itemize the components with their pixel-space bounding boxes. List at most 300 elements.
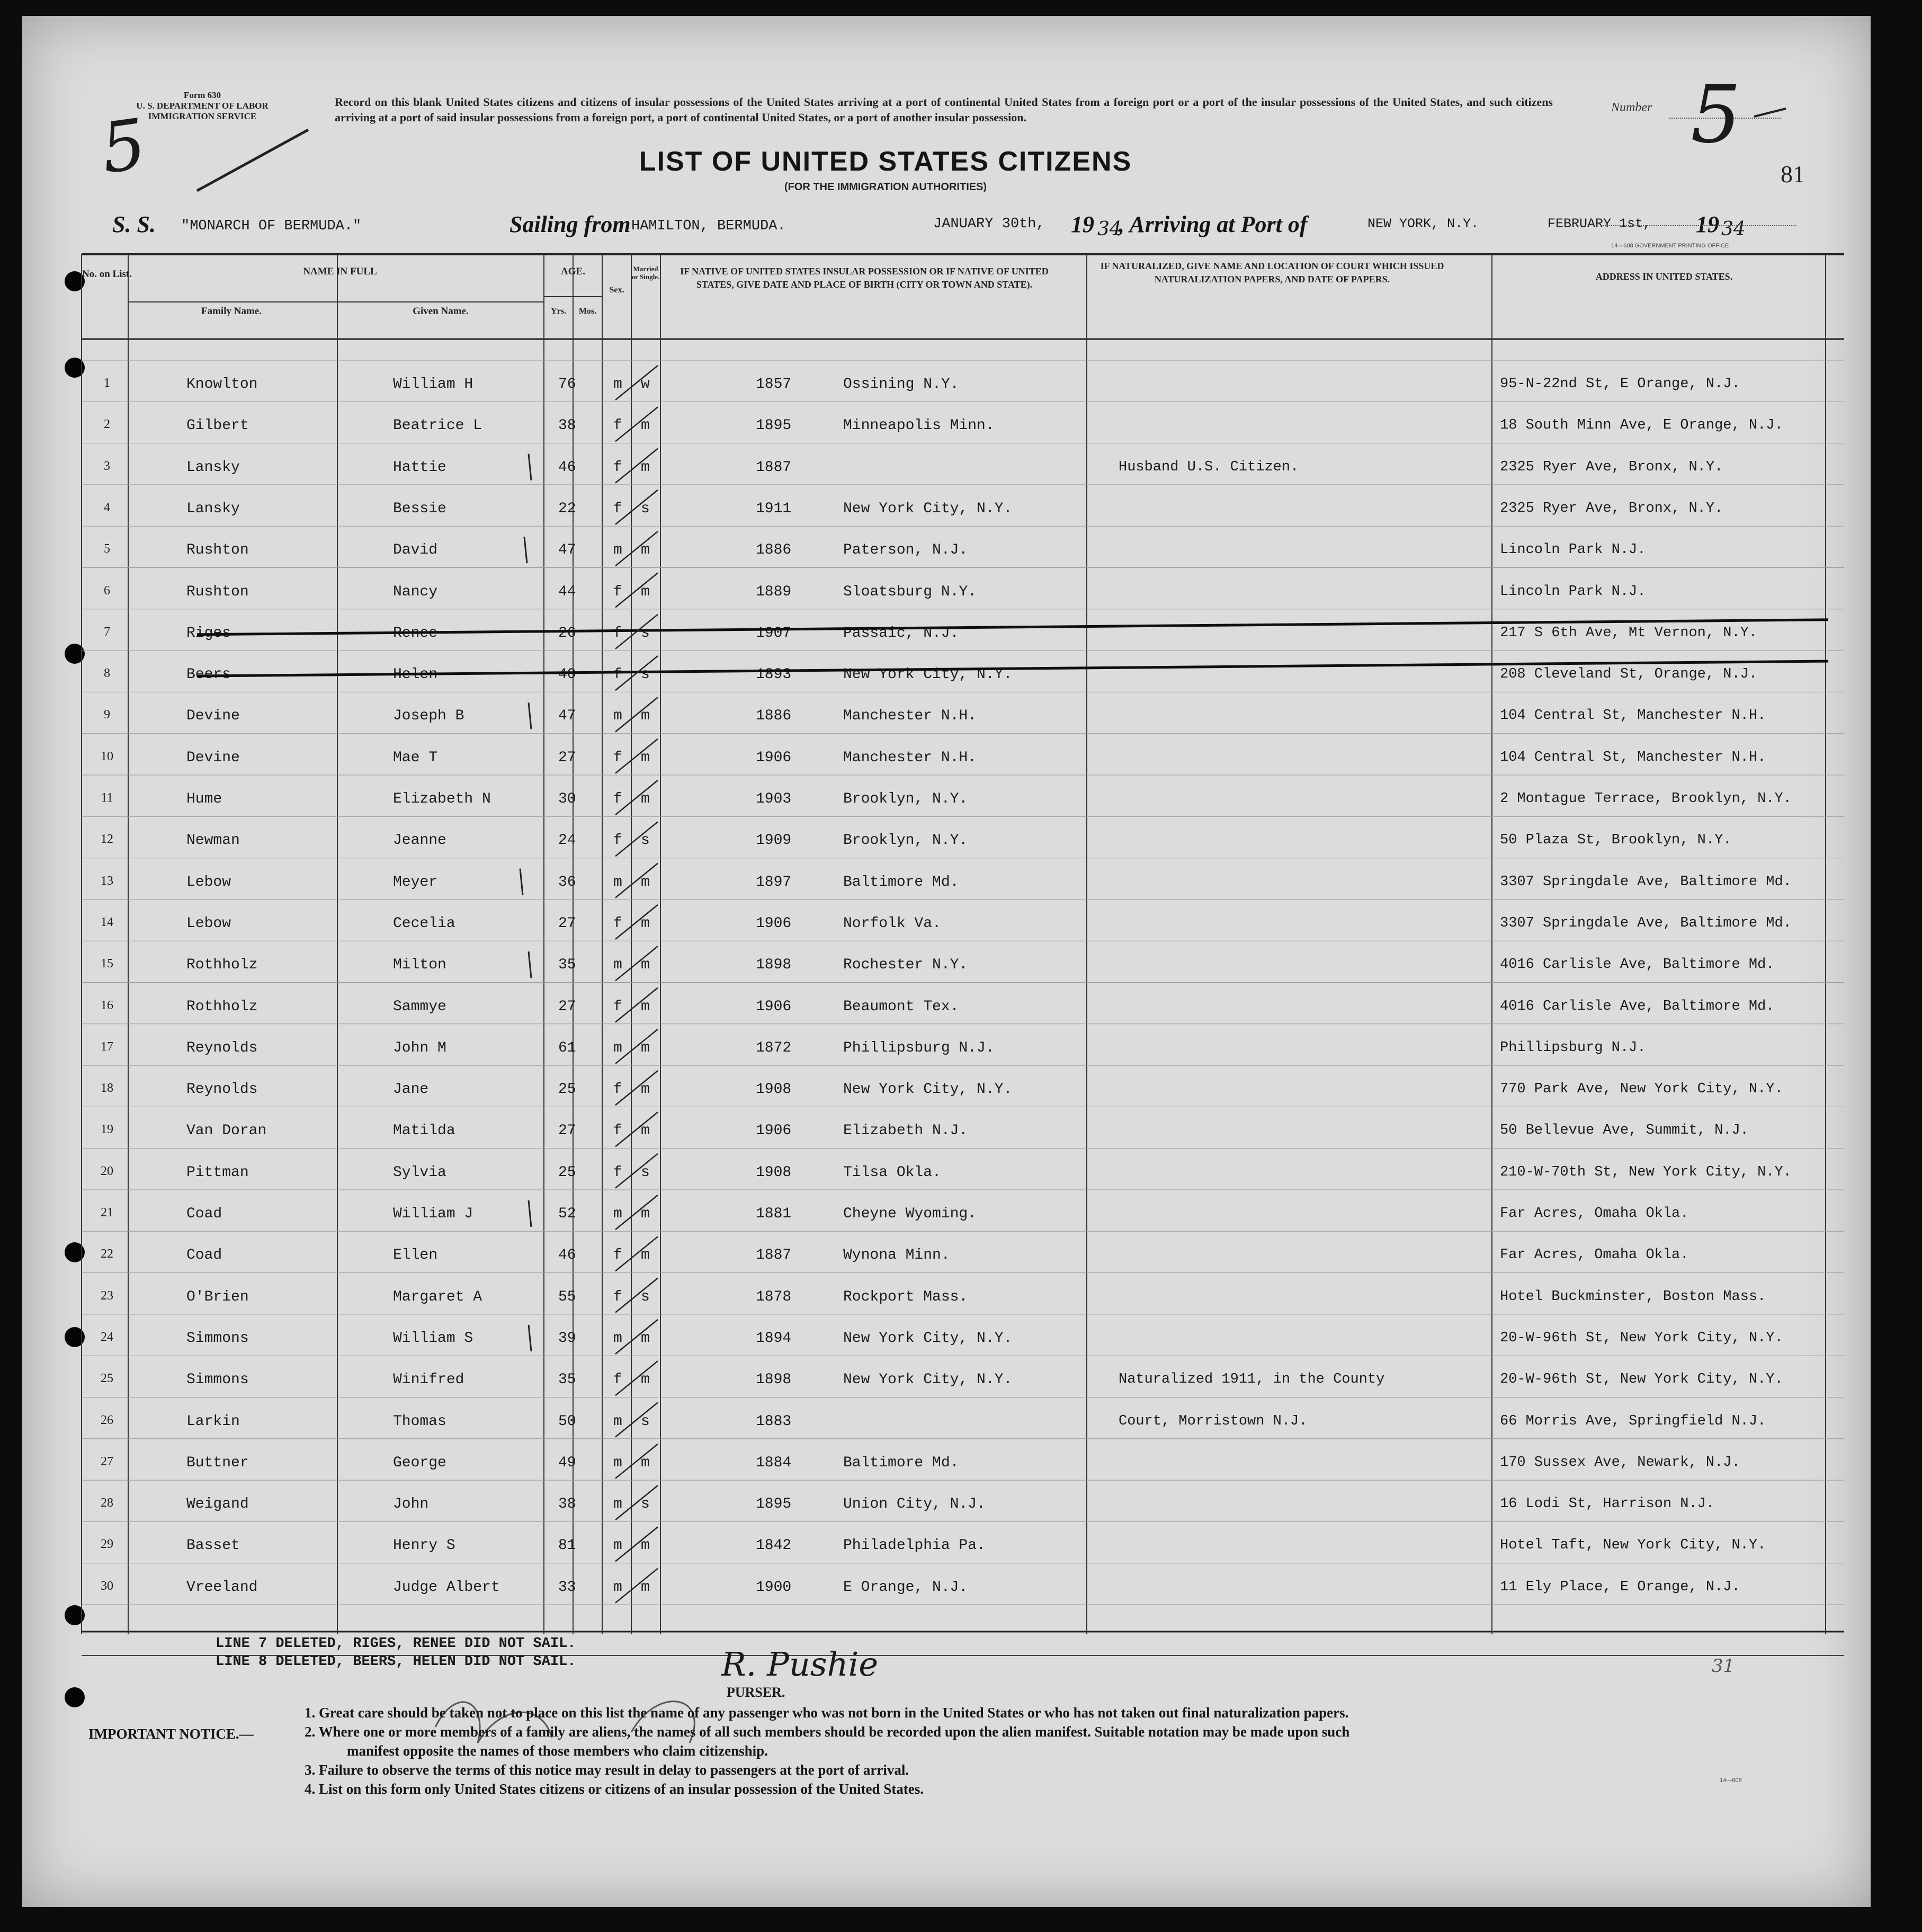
age-years: 76 [558, 376, 576, 393]
sex: m [613, 376, 622, 393]
given-name: Helen [393, 666, 438, 683]
birth-place: Paterson, N.J. [843, 542, 968, 559]
check-tick [615, 531, 658, 566]
given-name: Milton [393, 957, 446, 974]
check-tick [615, 1403, 658, 1437]
pen-mark [520, 869, 523, 895]
deletion-strikethrough [197, 620, 1828, 635]
age-years: 44 [558, 583, 576, 600]
us-address: 50 Bellevue Ave, Summit, N.J. [1500, 1123, 1749, 1139]
sailing-label: Sailing from [509, 211, 631, 237]
arrive-date: FEBRUARY 1st, [1548, 216, 1651, 232]
birth-year: 1908 [756, 1164, 792, 1181]
us-address: Lincoln Park N.J. [1500, 542, 1646, 558]
marital-status: s [641, 1288, 650, 1305]
naturalization-info: Court, Morristown N.J. [1119, 1413, 1308, 1429]
ship-name: "MONARCH OF BERMUDA." [181, 218, 362, 234]
birth-place: Minneapolis Minn. [843, 417, 995, 434]
page-title: LIST OF UNITED STATES CITIZENS [639, 146, 1132, 177]
sex: f [613, 1247, 622, 1264]
birth-year: 1842 [756, 1537, 792, 1554]
given-name: Cecelia [393, 915, 455, 932]
check-tick [615, 1485, 658, 1520]
check-tick [615, 1029, 658, 1064]
birth-place: New York City, N.Y. [843, 500, 1013, 517]
row-number: 9 [104, 708, 110, 722]
marital-status: s [641, 500, 650, 517]
birth-place: New York City, N.Y. [843, 1081, 1013, 1098]
row-number: 13 [101, 874, 113, 888]
print-code-bottom: 14—608 [1720, 1777, 1742, 1784]
check-tick [615, 739, 658, 773]
given-name: William S [393, 1330, 473, 1347]
birth-year: 1894 [756, 1330, 792, 1347]
us-address: 2325 Ryer Ave, Bronx, N.Y. [1500, 459, 1723, 475]
check-tick [615, 407, 658, 441]
header-age: AGE. [561, 266, 585, 277]
service-name: IMMIGRATION SERVICE [148, 111, 257, 121]
marital-status: m [641, 1039, 650, 1056]
birth-place: Rockport Mass. [843, 1288, 968, 1305]
birth-place: New York City, N.Y. [843, 1330, 1013, 1347]
birth-year: 1897 [756, 874, 792, 891]
us-address: Far Acres, Omaha Okla. [1500, 1247, 1689, 1263]
age-years: 27 [558, 749, 576, 766]
age-years: 46 [558, 459, 576, 476]
birth-place: Norfolk Va. [843, 915, 941, 932]
record-instructions: Record on this blank United States citizens and citizens of insular possessions of the United States arriving at a port of continental United States from a foreign port or a port of the insular possessions of the United States, and such citizens arriving at a port of said insular possessions from a foreign port, a port of continental United States, or a port of another insular possession. [335, 95, 1553, 124]
age-years: 22 [558, 500, 576, 517]
family-name: Vreeland [186, 1579, 258, 1596]
us-address: 770 Park Ave, New York City, N.Y. [1500, 1081, 1783, 1098]
marital-status: m [641, 915, 650, 932]
age-years: 38 [558, 417, 576, 434]
sex: m [613, 957, 622, 974]
us-address: 4016 Carlisle Ave, Baltimore Md. [1500, 957, 1775, 973]
family-name: Simmons [186, 1372, 249, 1388]
row-number: 7 [104, 625, 110, 639]
birth-year: 1898 [756, 957, 792, 974]
family-name: Rushton [186, 542, 249, 559]
manifest-sheet [22, 16, 1871, 1907]
age-years: 33 [558, 1579, 576, 1596]
sail-year: 34 [1097, 218, 1122, 240]
given-name: Jane [393, 1081, 429, 1098]
row-number: 17 [101, 1039, 113, 1054]
arrive-year: 34 [1721, 218, 1746, 240]
row-number: 4 [104, 500, 110, 514]
given-name: David [393, 542, 438, 559]
row-number: 10 [101, 749, 113, 763]
deletion-note-7: LINE 7 DELETED, RIGES, RENEE DID NOT SAIL. [216, 1636, 576, 1652]
birth-place: Baltimore Md. [843, 874, 959, 891]
pen-mark [529, 951, 531, 978]
marital-status: m [641, 957, 650, 974]
us-address: 208 Cleveland St, Orange, N.J. [1500, 666, 1758, 683]
birth-year: 1883 [756, 1413, 792, 1430]
given-name: Margaret A [393, 1288, 482, 1305]
row-number: 15 [101, 957, 113, 971]
age-years: 27 [558, 1123, 576, 1139]
header-mos: Mos. [578, 307, 597, 316]
family-name: Basset [186, 1537, 240, 1554]
birth-place: Beaumont Tex. [843, 998, 959, 1015]
sex: m [613, 874, 622, 891]
arriving-label: , Arriving at Port of [1119, 211, 1308, 237]
marital-status: m [641, 1537, 650, 1554]
row-number: 19 [101, 1123, 113, 1137]
row-number: 30 [101, 1579, 113, 1593]
given-name: Nancy [393, 583, 438, 600]
birth-place: Brooklyn, N.Y. [843, 832, 968, 849]
birth-place: Ossining N.Y. [843, 376, 959, 393]
check-tick [615, 780, 658, 815]
age-years: 25 [558, 1081, 576, 1098]
birth-year: 1909 [756, 832, 792, 849]
marital-status: m [641, 1206, 650, 1222]
sex: m [613, 1579, 622, 1596]
us-address: 16 Lodi St, Harrison N.J. [1500, 1496, 1715, 1512]
given-name: Bessie [393, 500, 446, 517]
given-name: George [393, 1454, 446, 1471]
birth-place: Sloatsburg N.Y. [843, 583, 977, 600]
pen-marks [22, 16, 1871, 1907]
age-years: 26 [558, 625, 576, 642]
us-address: 95-N-22nd St, E Orange, N.J. [1500, 376, 1740, 392]
sex: f [613, 915, 622, 932]
pen-mark [529, 702, 531, 729]
notice-item-1: 1. Great care should be taken not to place on this list the name of any passenger who was not born in the United States or who has not taken out final naturalization papers. [305, 1705, 1349, 1721]
family-name: Reynolds [186, 1039, 258, 1056]
birth-place: Manchester N.H. [843, 749, 977, 766]
from-port: HAMILTON, BERMUDA. [631, 218, 786, 234]
notice-body [305, 1703, 1809, 1799]
us-address: 3307 Springdale Ave, Baltimore Md. [1500, 874, 1792, 890]
check-tick [615, 490, 658, 524]
naturalization-info: Naturalized 1911, in the County [1119, 1372, 1385, 1388]
given-name: Mae T [393, 749, 438, 766]
sex: m [613, 1413, 622, 1430]
birth-year: 1906 [756, 749, 792, 766]
given-name: Ellen [393, 1247, 438, 1264]
given-name: Matilda [393, 1123, 455, 1139]
check-tick [615, 1071, 658, 1105]
sail-year-prefix: 19 [1071, 211, 1094, 237]
age-years: 40 [558, 666, 576, 683]
us-address: 104 Central St, Manchester N.H. [1500, 749, 1766, 765]
check-tick [615, 449, 658, 483]
purser-signature: R. Pushie [721, 1645, 879, 1684]
sex: f [613, 832, 622, 849]
check-tick [615, 1527, 658, 1561]
sex: m [613, 1206, 622, 1222]
notice-label: IMPORTANT NOTICE.— [88, 1726, 254, 1742]
birth-year: 1886 [756, 708, 792, 725]
given-name: Judge Albert [393, 1579, 500, 1596]
row-number: 3 [104, 459, 110, 473]
page-number: 81 [1781, 161, 1805, 188]
us-address: 20-W-96th St, New York City, N.Y. [1500, 1372, 1783, 1388]
age-years: 35 [558, 957, 576, 974]
family-name: Coad [186, 1247, 222, 1264]
family-name: Hume [186, 791, 222, 807]
us-address: Far Acres, Omaha Okla. [1500, 1206, 1689, 1222]
birth-place: Cheyne Wyoming. [843, 1206, 977, 1222]
sex: m [613, 542, 622, 559]
check-tick [615, 573, 658, 608]
us-address: 2 Montague Terrace, Brooklyn, N.Y. [1500, 791, 1792, 807]
form-number: Form 630 [183, 90, 221, 100]
age-years: 50 [558, 1413, 576, 1430]
number-value: 5 [1691, 69, 1741, 161]
us-address: 50 Plaza St, Brooklyn, N.Y. [1500, 832, 1732, 849]
birth-place: New York City, N.Y. [843, 666, 1013, 683]
birth-year: 1857 [756, 376, 792, 393]
birth-place: Passaic, N.J. [843, 625, 959, 642]
birth-place: Union City, N.J. [843, 1496, 986, 1513]
given-name: John [393, 1496, 429, 1513]
arrive-year-prefix: 19 [1696, 211, 1719, 237]
given-name: Beatrice L [393, 417, 482, 434]
row-number: 21 [101, 1206, 113, 1219]
marital-status: m [641, 1372, 650, 1388]
check-tick [615, 1444, 658, 1479]
us-address: Hotel Buckminster, Boston Mass. [1500, 1288, 1766, 1305]
family-name: Rothholz [186, 957, 258, 974]
row-number: 27 [101, 1454, 113, 1468]
age-years: 47 [558, 708, 576, 725]
given-name: John M [393, 1039, 446, 1056]
age-years: 52 [558, 1206, 576, 1222]
header-name-in-full: NAME IN FULL [303, 266, 377, 277]
row-number: 28 [101, 1496, 113, 1510]
birth-place: Philadelphia Pa. [843, 1537, 986, 1554]
us-address: Phillipsburg N.J. [1500, 1039, 1646, 1056]
sex: f [613, 1288, 622, 1305]
sex: f [613, 417, 622, 434]
birth-year: 1881 [756, 1206, 792, 1222]
notice-item-3: 3. Failure to observe the terms of this notice may result in delay to passengers at the port of arrival. [305, 1762, 909, 1778]
age-years: 81 [558, 1537, 576, 1554]
sex: m [613, 1039, 622, 1056]
header-native-birth: IF NATIVE OF UNITED STATES INSULAR POSSESSION OR IF NATIVE OF UNITED STATES, GIVE DATE AND PLACE OF BIRTH (CITY OR TOWN AND STATE). [680, 266, 1049, 290]
header-no: No. on List. [82, 269, 132, 280]
marital-status: m [641, 1247, 650, 1264]
check-tick [615, 946, 658, 981]
header-naturalized: IF NATURALIZED, GIVE NAME AND LOCATION OF COURT WHICH ISSUED NATURALIZATION PAPERS, AND DATE OF PAPERS. [1100, 261, 1444, 284]
us-address: Hotel Taft, New York City, N.Y. [1500, 1537, 1766, 1554]
marital-status: m [641, 708, 650, 725]
number-label: Number [1611, 101, 1652, 114]
marital-status: m [641, 1454, 650, 1471]
family-name: Lansky [186, 459, 240, 476]
us-address: 104 Central St, Manchester N.H. [1500, 708, 1766, 724]
check-tick [615, 1154, 658, 1188]
marital-status: m [641, 749, 650, 766]
age-years: 30 [558, 791, 576, 807]
marital-status: m [641, 417, 650, 434]
sail-date: JANUARY 30th, [933, 216, 1045, 232]
check-tick [615, 1278, 658, 1313]
family-name: Rushton [186, 583, 249, 600]
given-name: Elizabeth N [393, 791, 491, 807]
sex: f [613, 749, 622, 766]
sex: f [613, 998, 622, 1015]
ss-label: S. S. [112, 211, 156, 237]
header-family-name: Family Name. [201, 306, 262, 317]
row-number: 2 [104, 417, 110, 432]
birth-year: 1898 [756, 1372, 792, 1388]
given-name: Winifred [393, 1372, 464, 1388]
family-name: Van Doran [186, 1123, 267, 1139]
us-address: 2325 Ryer Ave, Bronx, N.Y. [1500, 500, 1723, 517]
row-number: 8 [104, 666, 110, 681]
sex: f [613, 625, 622, 642]
marital-status: m [641, 1123, 650, 1139]
family-name: Beers [186, 666, 231, 683]
age-years: 39 [558, 1330, 576, 1347]
given-name: Renee [393, 625, 438, 642]
age-years: 25 [558, 1164, 576, 1181]
row-number: 20 [101, 1164, 113, 1178]
row-number: 16 [101, 998, 113, 1012]
check-tick [615, 1320, 658, 1354]
check-tick [615, 366, 658, 400]
age-years: 46 [558, 1247, 576, 1264]
corner-mark: 31 [1712, 1655, 1735, 1677]
row-number: 24 [101, 1330, 113, 1344]
family-name: Weigand [186, 1496, 249, 1513]
birth-place: Elizabeth N.J. [843, 1123, 968, 1139]
birth-year: 1900 [756, 1579, 792, 1596]
check-tick [615, 1112, 658, 1146]
row-number: 5 [104, 542, 110, 556]
row-number: 29 [101, 1537, 113, 1552]
us-address: 11 Ely Place, E Orange, N.J. [1500, 1579, 1740, 1595]
marital-status: s [641, 1413, 650, 1430]
age-years: 36 [558, 874, 576, 891]
family-name: Rothholz [186, 998, 258, 1015]
us-address: Lincoln Park N.J. [1500, 583, 1646, 600]
age-years: 55 [558, 1288, 576, 1305]
birth-year: 1906 [756, 998, 792, 1015]
birth-year: 1908 [756, 1081, 792, 1098]
birth-place: Manchester N.H. [843, 708, 977, 725]
us-address: 4016 Carlisle Ave, Baltimore Md. [1500, 998, 1775, 1014]
birth-year: 1907 [756, 625, 792, 642]
header-given-name: Given Name. [413, 306, 469, 317]
purser-title: PURSER. [727, 1685, 785, 1700]
sex: m [613, 1330, 622, 1347]
birth-year: 1887 [756, 1247, 792, 1264]
marital-status: m [641, 998, 650, 1015]
department-name: U. S. DEPARTMENT OF LABOR [136, 101, 269, 111]
family-name: Riges [186, 625, 231, 642]
family-name: Lebow [186, 874, 231, 891]
check-tick [615, 822, 658, 856]
birth-place: Brooklyn, N.Y. [843, 791, 968, 807]
us-address: 18 South Minn Ave, E Orange, N.J. [1500, 417, 1783, 434]
check-tick [615, 1569, 658, 1603]
birth-place: E Orange, N.J. [843, 1579, 968, 1596]
header-address: ADDRESS IN UNITED STATES. [1595, 271, 1733, 282]
age-years: 61 [558, 1039, 576, 1056]
family-name: Newman [186, 832, 240, 849]
birth-year: 1887 [756, 459, 792, 476]
age-years: 27 [558, 998, 576, 1015]
given-name: Henry S [393, 1537, 455, 1554]
family-name: Lansky [186, 500, 240, 517]
age-years: 35 [558, 1372, 576, 1388]
family-name: Knowlton [186, 376, 258, 393]
marital-status: s [641, 1496, 650, 1513]
birth-year: 1884 [756, 1454, 792, 1471]
us-address: 66 Morris Ave, Springfield N.J. [1500, 1413, 1766, 1429]
marital-status: m [641, 791, 650, 807]
sex: f [613, 583, 622, 600]
given-name: William J [393, 1206, 473, 1222]
birth-year: 1872 [756, 1039, 792, 1056]
sex: m [613, 708, 622, 725]
notice-item-2: 2. Where one or more members of a family are aliens, the names of all such members should be recorded upon the alien manifest. Suitable notation may be made upon such [305, 1724, 1350, 1740]
family-name: Lebow [186, 915, 231, 932]
marital-status: m [641, 583, 650, 600]
row-number: 6 [104, 583, 110, 598]
sex: f [613, 1081, 622, 1098]
handwritten-number: 5 [96, 103, 151, 190]
notice-item-2-cont: manifest opposite the names of those members who claim citizenship. [347, 1743, 768, 1759]
sex: m [613, 1496, 622, 1513]
row-number: 12 [101, 832, 113, 847]
deletion-note-8: LINE 8 DELETED, BEERS, HELEN DID NOT SAIL. [216, 1654, 576, 1670]
sex: m [613, 1537, 622, 1554]
given-name: Thomas [393, 1413, 446, 1430]
age-years: 24 [558, 832, 576, 849]
pen-mark [524, 537, 527, 563]
sex: f [613, 459, 622, 476]
deletion-strikethrough [197, 661, 1828, 676]
family-name: O'Brien [186, 1288, 249, 1305]
marital-status: s [641, 832, 650, 849]
birth-year: 1886 [756, 542, 792, 559]
header-sex: Sex. [609, 286, 624, 295]
pen-mark [529, 1200, 531, 1227]
sex: f [613, 500, 622, 517]
us-address: 20-W-96th St, New York City, N.Y. [1500, 1330, 1783, 1346]
birth-place: Wynona Minn. [843, 1247, 950, 1264]
sex: f [613, 1123, 622, 1139]
birth-year: 1911 [756, 500, 792, 517]
given-name: Sylvia [393, 1164, 446, 1181]
row-number: 11 [101, 791, 113, 805]
given-name: Meyer [393, 874, 438, 891]
family-name: Gilbert [186, 417, 249, 434]
marital-status: m [641, 1081, 650, 1098]
check-tick [615, 863, 658, 898]
birth-place: New York City, N.Y. [843, 1372, 1013, 1388]
given-name: William H [393, 376, 473, 393]
given-name: Joseph B [393, 708, 464, 725]
print-code-top: 14—608 GOVERNMENT PRINTING OFFICE [1611, 243, 1729, 249]
marital-status: m [641, 459, 650, 476]
sex: f [613, 791, 622, 807]
sex: f [613, 1372, 622, 1388]
row-number: 1 [104, 376, 110, 390]
given-name: Jeanne [393, 832, 446, 849]
birth-place: Phillipsburg N.J. [843, 1039, 995, 1056]
birth-year: 1893 [756, 666, 792, 683]
pen-mark [529, 454, 531, 480]
